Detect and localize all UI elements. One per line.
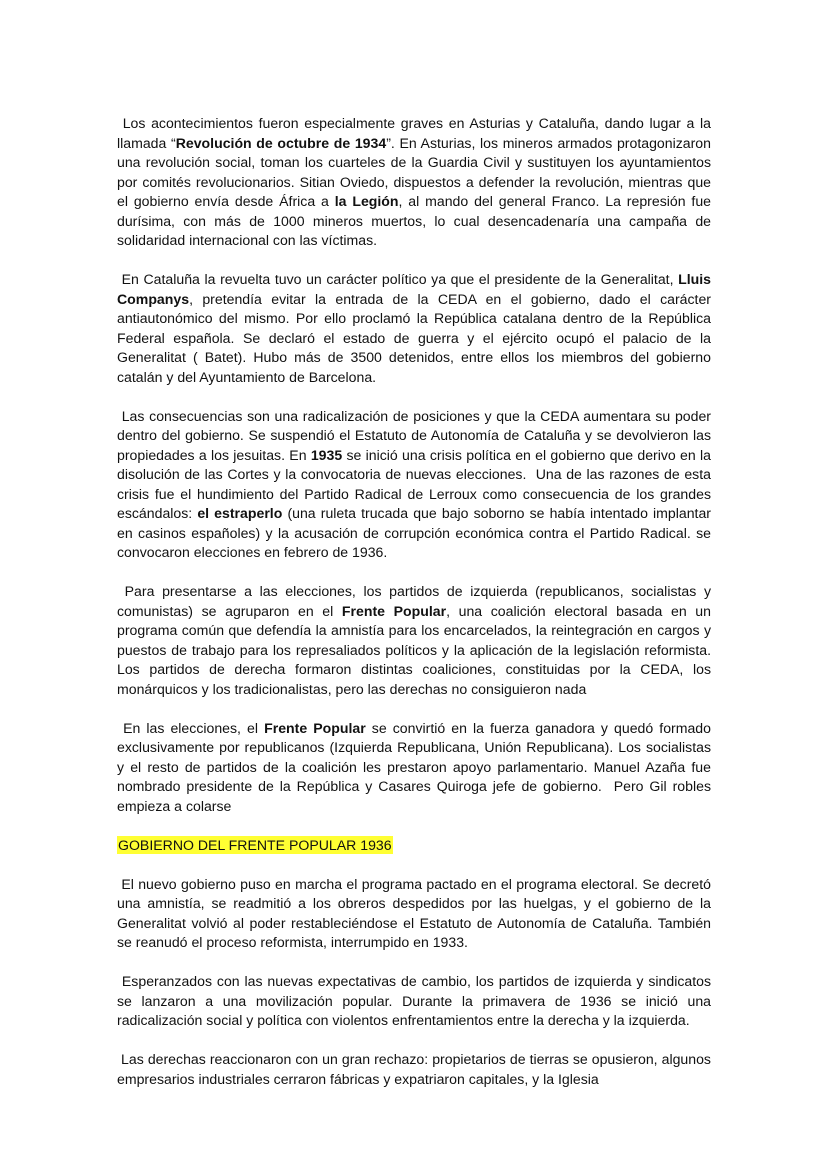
bold-text: 1935 <box>310 446 343 463</box>
text-run: Las consecuencias son una radicalización de posiciones y que la CEDA aumentara su poder dentro del gobierno. Se suspendió el Estatuto de Autonomía de Cataluña y se devolvieron las propiedades a los jesuitas. En <box>117 407 715 463</box>
text-run: Para presentarse a las elecciones, los partidos de izquierda (republicanos, socialistas y comunistas) se agruparon en el <box>117 583 715 619</box>
text-run: se convirtió en la fuerza ganadora y quedó formado exclusivamente por republicanos (Izquierda Republicana, Unión Republicana). Los socialistas y el resto de partidos de la coalición les prestaron apoyo parlamentario. Manuel Azaña fue nombrado presidente de la República y Casares Quiroga jefe de gobierno. Pero Gil robles empieza a colarse <box>117 719 715 814</box>
bold-text: el estraperlo <box>197 505 283 521</box>
bold-text: Revolución de octubre de 1934 <box>175 134 387 151</box>
section-heading <box>117 836 711 856</box>
paragraph-p8 <box>117 1050 715 1089</box>
bold-text: la Legión <box>334 193 399 209</box>
paragraph-p5 <box>117 719 715 817</box>
bold-text: Frente Popular <box>264 719 366 736</box>
paragraph-p4 <box>117 582 715 699</box>
text-run: , pretendía evitar la entrada de la CEDA en el gobierno, dado el carácter antiautonómico del mismo. Por ello proclamó la República catalana dentro de la República Federal española. Se declaró el estado de guerra y el ejército ocupó el palacio de la Generalitat ( Batet). Hubo más de 3500 detenidos, entre ellos los miembros del gobierno catalán y del Ayuntamiento de Barcelona. <box>117 290 715 385</box>
paragraphs-before-heading <box>117 114 715 816</box>
text-run: En las elecciones, el <box>117 719 265 736</box>
text-run: El nuevo gobierno puso en marcha el programa pactado en el programa electoral. Se decretó una amnistía, se readmitió a los obreros despedidos por las huelgas, y el gobierno de la Generalitat volvió al poder restableciéndose el Estatuto de Autonomía de Cataluña. También se reanudó el proceso reformista, interrumpido en 1933. <box>117 875 715 950</box>
text-run: Esperanzados con las nuevas expectativas de cambio, los partidos de izquierda y sindicatos se lanzaron a una movilización popular. Durante la primavera de 1936 se inició una radicalización social y política con violentos enfrentamientos entre la derecha y la izquierda. <box>117 973 715 1028</box>
paragraph-p3 <box>117 407 715 563</box>
text-run: ”. En Asturias, los mineros armados protagonizaron una revolución social, toman los cuarteles de la Guardia Civil y sustituyen los ayuntamientos por comités revolucionarios. Sitian Oviedo, dispuestos a defender la revolución, mientras que el gobierno envía desde África a <box>117 134 715 209</box>
text-run: Las derechas reaccionaron con un gran rechazo: propietarios de tierras se opusieron, algunos empresarios industriales cerraron fábricas y expatriaron capitales, y la Iglesia <box>117 1051 715 1087</box>
document-page <box>117 114 715 1109</box>
section-heading-text: GOBIERNO DEL FRENTE POPULAR 1936 <box>118 836 392 853</box>
paragraph-p6 <box>117 875 715 953</box>
text-run: , una coalición electoral basada en un programa común que defendía la amnistía para los encarcelados, la reintegración en cargos y puestos de trabajo para los represaliados políticos y la aplicación de la legislación reformista. Los partidos de derecha formaron distintas coaliciones, constituidas por la CEDA, los monárquicos y los tradicionalistas, pero las derechas no consiguieron nada <box>117 602 715 697</box>
text-run: En Cataluña la revuelta tuvo un carácter político ya que el presidente de la Generalitat, <box>117 271 679 287</box>
text-run: (una ruleta trucada que bajo soborno se había intentado implantar en casinos españoles) y la acusación de corrupción económica contra el Partido Radical. se convocaron elecciones en febrero de 1936. <box>117 505 715 560</box>
text-run: Los acontecimientos fueron especialmente graves en Asturias y Cataluña, dando lugar a la llamada “ <box>117 115 715 151</box>
text-run: , al mando del general Franco. La represión fue durísima, con más de 1000 mineros muertos, lo cual desencadenaría una campaña de solidaridad internacional con las víctimas. <box>117 193 715 248</box>
text-run: se inició una crisis política en el gobierno que derivo en la disolución de las Cortes y la convocatoria de nuevas elecciones. Una de las razones de esta crisis fue el hundimiento del Partido Radical de Lerroux como consecuencia de los grandes escándalos: <box>117 446 715 521</box>
bold-text: Frente Popular <box>341 602 447 619</box>
bold-text: Lluis Companys <box>117 271 715 307</box>
paragraphs-after-heading <box>117 875 715 1090</box>
paragraph-p2 <box>117 270 715 387</box>
paragraph-p1 <box>117 114 715 251</box>
paragraph-p7 <box>117 972 715 1031</box>
